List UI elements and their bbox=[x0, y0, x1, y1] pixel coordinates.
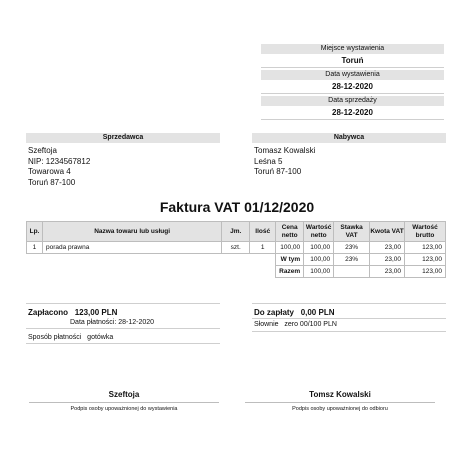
table-row bbox=[27, 242, 446, 254]
col-vat-rate: Stawka VAT bbox=[334, 222, 370, 242]
seller-heading: Sprzedawca bbox=[26, 133, 220, 143]
seller-name: Szeftoja bbox=[28, 146, 57, 155]
item-value-gross: 123,00 bbox=[405, 242, 446, 254]
issue-date-label: Data wystawienia bbox=[261, 70, 444, 80]
col-vat-amount: Kwota VAT bbox=[370, 222, 405, 242]
item-unit: szt. bbox=[222, 242, 250, 254]
table-header-row bbox=[27, 222, 446, 242]
item-price-net: 100,00 bbox=[276, 242, 304, 254]
place-of-issue bbox=[261, 44, 444, 68]
payment-method-value: gotówka bbox=[87, 334, 114, 341]
col-name: Nazwa towaru lub usługi bbox=[42, 222, 221, 242]
seller-street: Towarowa 4 bbox=[28, 167, 71, 176]
item-name: porada prawna bbox=[42, 242, 221, 254]
sale-date-label: Data sprzedaży bbox=[261, 96, 444, 106]
issue-date-value: 28-12-2020 bbox=[261, 80, 444, 94]
total-value-net: 100,00 bbox=[304, 266, 334, 278]
payment-method-label: Sposób płatności bbox=[28, 334, 82, 341]
item-vat-amount: 23,00 bbox=[370, 242, 405, 254]
place-of-issue-value: Toruń bbox=[261, 54, 444, 68]
buyer-heading: Nabywca bbox=[252, 133, 446, 143]
issuer-signature-caption: Podpis osoby upoważnionej do wystawienia bbox=[70, 406, 178, 412]
buyer-section bbox=[252, 133, 446, 178]
in-that-value-gross: 123,00 bbox=[405, 254, 446, 266]
item-lp: 1 bbox=[27, 242, 43, 254]
col-qty: Ilość bbox=[250, 222, 276, 242]
sale-date-value: 28-12-2020 bbox=[261, 106, 444, 120]
col-lp: Lp. bbox=[27, 222, 43, 242]
col-value-gross: Wartość brutto bbox=[405, 222, 446, 242]
buyer-city: Toruń 87-100 bbox=[254, 167, 302, 176]
divider bbox=[26, 343, 220, 344]
due-row bbox=[254, 308, 334, 317]
due-value: 0,00 PLN bbox=[300, 308, 335, 317]
receiver-signature-caption: Podpis osoby upoważnionej do odbioru bbox=[292, 406, 388, 412]
items-table bbox=[26, 221, 446, 278]
sale-date bbox=[261, 96, 444, 120]
total-value-gross: 123,00 bbox=[405, 266, 446, 278]
divider bbox=[26, 328, 220, 329]
total-row bbox=[27, 266, 446, 278]
paid-label: Zapłacono bbox=[28, 308, 69, 317]
col-value-net: Wartość netto bbox=[304, 222, 334, 242]
col-price-net: Cena netto bbox=[276, 222, 304, 242]
col-unit: Jm. bbox=[222, 222, 250, 242]
receiver-signature-name: Tomsz Kowalski bbox=[245, 390, 435, 403]
seller-nip: NIP: 1234567812 bbox=[28, 156, 91, 166]
payment-date: Data płatności: 28-12-2020 bbox=[70, 319, 155, 326]
receiver-signature bbox=[245, 390, 435, 412]
item-vat-rate: 23% bbox=[334, 242, 370, 254]
amount-in-words-value: zero 00/100 PLN bbox=[284, 321, 337, 328]
divider bbox=[252, 303, 446, 304]
item-value-net: 100,00 bbox=[304, 242, 334, 254]
seller-section bbox=[26, 133, 220, 188]
divider bbox=[252, 318, 446, 319]
buyer-street: Leśna 5 bbox=[254, 156, 283, 166]
item-qty: 1 bbox=[250, 242, 276, 254]
place-of-issue-label: Miejsce wystawienia bbox=[261, 44, 444, 54]
divider bbox=[26, 303, 220, 304]
seller-city: Toruń 87-100 bbox=[28, 177, 76, 187]
amount-in-words-label: Słownie bbox=[254, 321, 279, 328]
in-that-value-net: 100,00 bbox=[304, 254, 334, 266]
due-label: Do zapłaty bbox=[254, 308, 295, 317]
in-that-vat-amount: 23,00 bbox=[370, 254, 405, 266]
divider bbox=[252, 331, 446, 332]
payment-method-row bbox=[28, 334, 113, 341]
in-that-label: W tym bbox=[276, 254, 304, 266]
issuer-signature bbox=[29, 390, 219, 412]
total-vat-rate bbox=[334, 266, 370, 278]
in-that-vat-rate: 23% bbox=[334, 254, 370, 266]
issue-date bbox=[261, 70, 444, 94]
total-vat-amount: 23,00 bbox=[370, 266, 405, 278]
paid-row bbox=[28, 308, 117, 317]
amount-in-words-row bbox=[254, 321, 337, 328]
buyer-name: Tomasz Kowalski bbox=[254, 146, 316, 155]
total-label: Razem bbox=[276, 266, 304, 278]
paid-value: 123,00 PLN bbox=[74, 308, 118, 317]
invoice-title: Faktura VAT 01/12/2020 bbox=[159, 199, 315, 215]
in-that-row bbox=[27, 254, 446, 266]
issuer-signature-name: Szeftoja bbox=[29, 390, 219, 403]
